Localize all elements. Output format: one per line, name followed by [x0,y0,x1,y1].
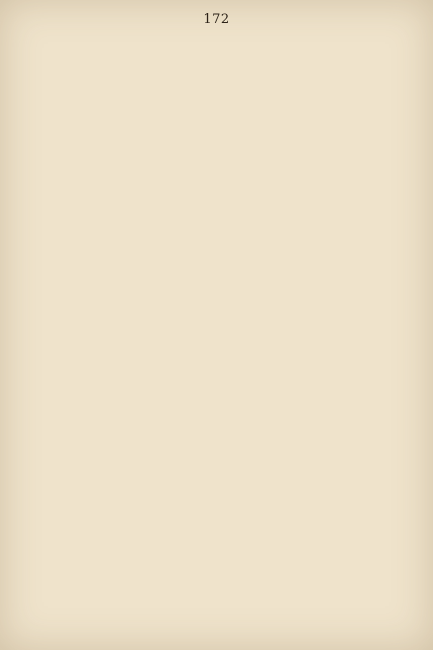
body-paragraph [28,548,405,632]
page-number: 172 [203,12,230,27]
body-paragraph [28,36,405,114]
body-paragraph [28,258,405,528]
body-paragraph [28,134,405,254]
